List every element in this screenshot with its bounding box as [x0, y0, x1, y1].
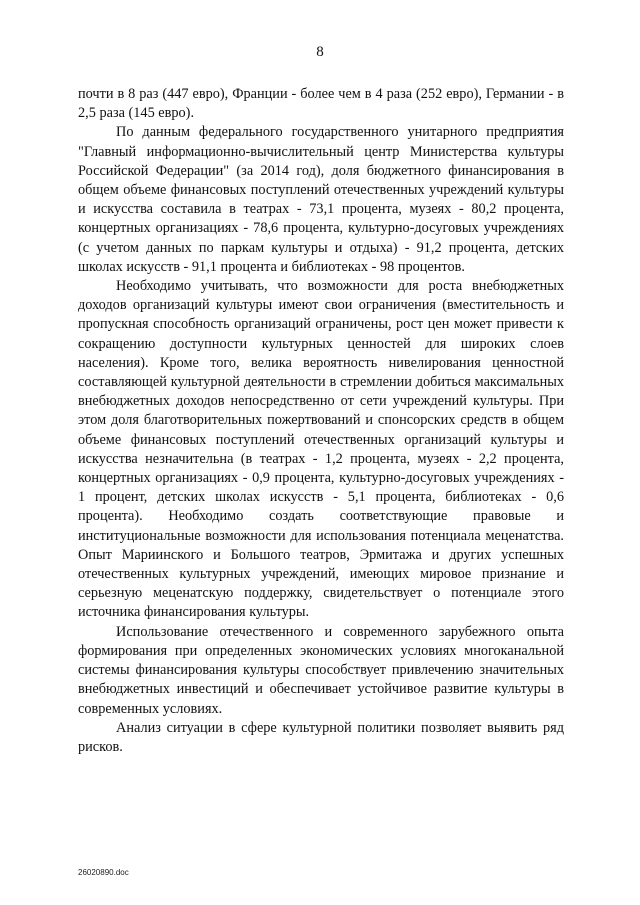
paragraph-extrabudgetary-limits: Необходимо учитывать, что возможности для роста внебюджетных доходов организаций культуры имеют свои ограничения (вместительность и пропускная способность организаций ограничены, рост цен может привести к сокращению доступности культурных ценностей для широких слоев населения). Кроме того, велика вероятность нивелирования ценностной составляющей культурной деятельности в стремлении добиться максимальных внебюджетных доходов непосредственно от сети учреждений культуры. При этом доля благотворительных пожертвований и спонсорских средств в общем объеме финансовых поступлений отечественных организаций культуры и искусства незначительна (в театрах - 1,2 процента, музеях - 2,2 процента, концертных организациях - 0,9 процента, культурно-досуговых учреждениях - 1 процент, детских школах искусств - 5,1 процента, библиотеках - 0,6 процента). Необходимо создать соответствующие правовые и институциональные возможности для использования потенциала меценатства. Опыт Мариинского и Большого театров, Эрмитажа и других успешных отечественных культурных учреждений, имеющих мировое признание и серьезную меценатскую поддержку, свидетельствует о потенциале этого источника финансирования культуры. [78, 278, 564, 621]
page-number: 8 [316, 44, 324, 60]
paragraph-budget-funding: По данным федерального государственного унитарного предприятия "Главный информационно-вычислительный центр Министерства культуры Российской Федерации" (за 2014 год), доля бюджетного финансирования в общем объеме финансовых поступлений отечественных учреждений культуры и искусства составила в театрах - 73,1 процента, музеях - 80,2 процента, концертных организациях - 78,6 процента, культурно-досуговых учреждениях (с учетом данных по паркам культуры и отдыха) - 91,2 процента, детских школах искусств - 91,1 процента и библиотеках - 98 процентов. [78, 124, 564, 275]
footer-document-code: 26020890.doc [78, 868, 129, 877]
paragraph-multichannel-financing: Использование отечественного и современного зарубежного опыта формирования при определенных экономических условиях многоканальной системы финансирования культуры способствует привлечению значительных внебюджетных инвестиций и обеспечивает устойчивое развитие культуры в современных условиях. [78, 623, 564, 717]
document-body [78, 85, 564, 757]
paragraph-risk-analysis: Анализ ситуации в сфере культурной политики позволяет выявить ряд рисков. [78, 719, 564, 755]
paragraph-continuation: почти в 8 раз (447 евро), Франции - более чем в 4 раза (252 евро), Германии - в 2,5 раза (145 евро). [78, 86, 564, 122]
